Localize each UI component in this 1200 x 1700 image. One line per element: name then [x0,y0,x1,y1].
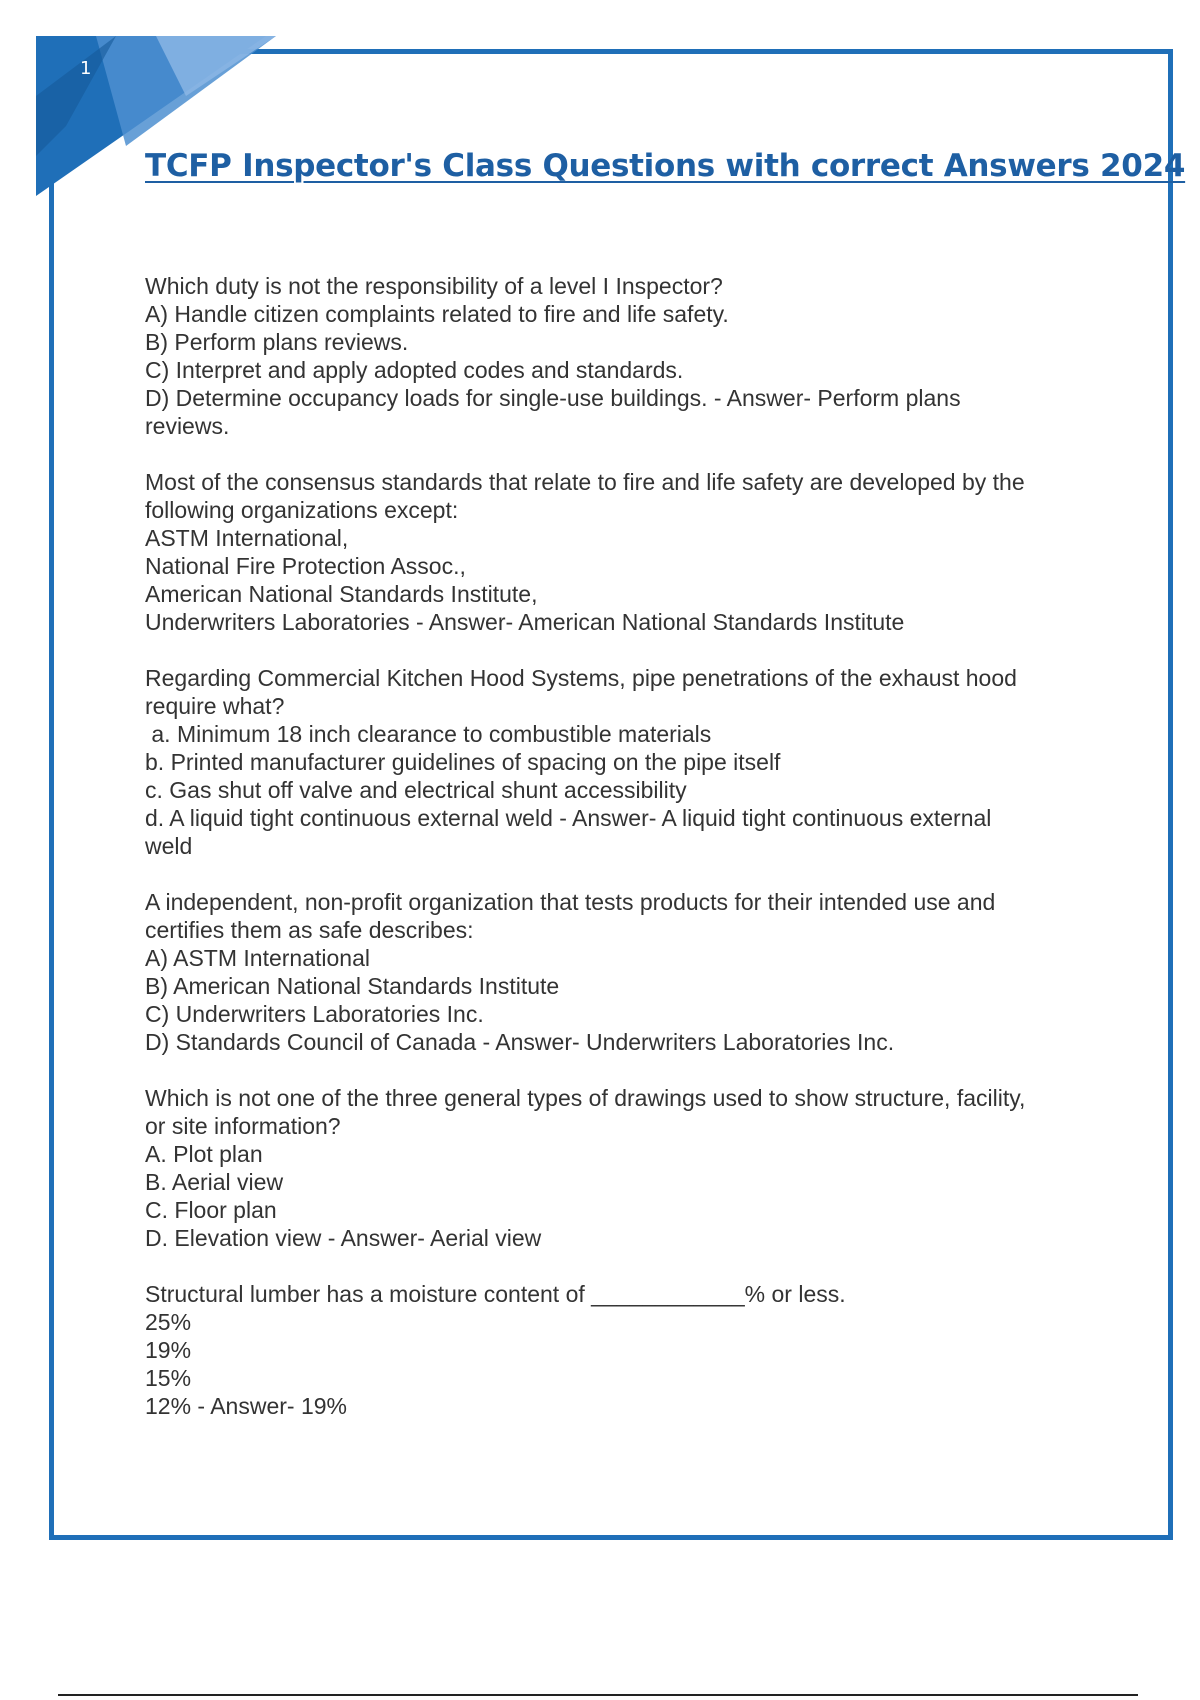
question-text-line: c. Gas shut off valve and electrical shunt accessibility [145,777,687,803]
question-text-line: b. Printed manufacturer guidelines of spacing on the pipe itself [145,749,781,775]
question-text-line: 19% [145,1337,192,1363]
question-text-line: National Fire Protection Assoc., [145,553,466,579]
question-text-line: D) Determine occupancy loads for single-use buildings. - Answer- Perform plans [145,385,961,411]
question-text-line: 25% [145,1309,192,1335]
question-block [145,272,1085,440]
page-number: 1 [80,58,92,79]
question-text-line: 15% [145,1365,192,1391]
question-text-line: Most of the consensus standards that relate to fire and life safety are developed by the [145,469,1025,495]
question-text-line: ASTM International, [145,525,349,551]
question-text-line: A independent, non-profit organization that tests products for their intended use and [145,889,996,915]
question-text-line: or site information? [145,1113,341,1139]
question-block [145,888,1085,1056]
question-text-line: Which is not one of the three general types of drawings used to show structure, facility, [145,1085,1026,1111]
question-text-line: Underwriters Laboratories - Answer- American National Standards Institute [145,609,905,635]
question-text-line: B) American National Standards Institute [145,973,560,999]
questions-content [145,272,1085,1448]
question-text-line: following organizations except: [145,497,459,523]
question-text-line: B) Perform plans reviews. [145,329,409,355]
question-block [145,664,1085,860]
question-text-line: weld [145,833,193,859]
question-text-line: d. A liquid tight continuous external weld - Answer- A liquid tight continuous external [145,805,992,831]
question-text-line: A) Handle citizen complaints related to fire and life safety. [145,301,729,327]
question-text-line: B. Aerial view [145,1169,284,1195]
question-text-line: 12% - Answer- 19% [145,1393,347,1419]
question-text-line: Which duty is not the responsibility of a level I Inspector? [145,273,723,299]
question-text-line: a. Minimum 18 inch clearance to combustible materials [145,721,712,747]
question-text-line: A. Plot plan [145,1141,263,1167]
question-text-line: require what? [145,693,285,719]
footer-rule [58,1694,1138,1696]
question-text-line: C) Underwriters Laboratories Inc. [145,1001,484,1027]
question-block [145,1084,1085,1252]
question-block [145,468,1085,636]
question-block [145,1280,1085,1420]
question-text-line: Regarding Commercial Kitchen Hood Systems, pipe penetrations of the exhaust hood [145,665,1017,691]
question-text-line: Structural lumber has a moisture content of ____________% or less. [145,1281,846,1307]
question-text-line: reviews. [145,413,230,439]
document-title: TCFP Inspector's Class Questions with correct Answers 2024 [145,148,1186,184]
question-text-line: C) Interpret and apply adopted codes and standards. [145,357,684,383]
question-text-line: certifies them as safe describes: [145,917,474,943]
question-text-line: D. Elevation view - Answer- Aerial view [145,1225,542,1251]
question-text-line: American National Standards Institute, [145,581,538,607]
question-text-line: D) Standards Council of Canada - Answer- Underwriters Laboratories Inc. [145,1029,895,1055]
question-text-line: A) ASTM International [145,945,370,971]
question-text-line: C. Floor plan [145,1197,277,1223]
